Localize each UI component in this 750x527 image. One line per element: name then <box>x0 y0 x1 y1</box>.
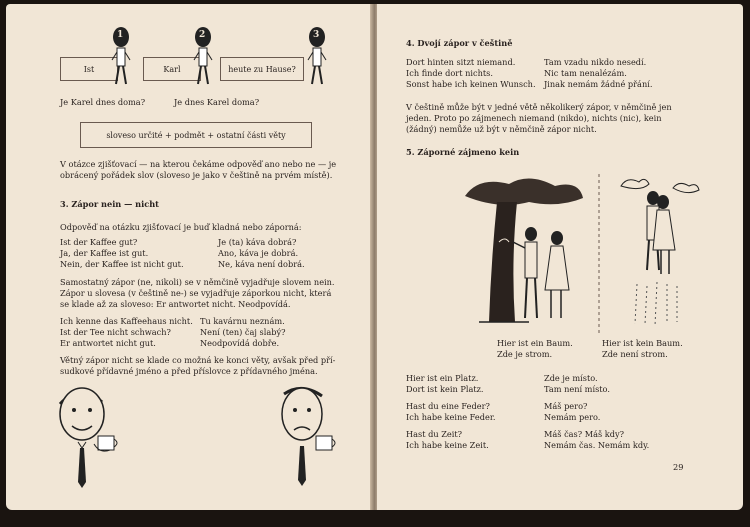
couple-without-tree-illustration <box>617 174 707 334</box>
ex2-de-2: Ist der Tee nicht schwach? <box>60 327 171 337</box>
ex3-cz-2: Nic tam nenalézám. <box>544 68 627 78</box>
ex4-cz-2: Tam není místo. <box>544 384 610 394</box>
section3-heading: 3. Zápor nein — nicht <box>60 199 159 209</box>
question-2: Je dnes Karel doma? <box>174 97 260 107</box>
ex4-cz-3: Máš pero? <box>544 401 588 411</box>
para5-line1: V češtině může být v jedné větě několikerý zápor, v němčině jen <box>406 102 672 112</box>
ex4-de-4: Ich habe keine Feder. <box>406 412 496 422</box>
ex2-de-1: Ich kenne das Kaffeehaus nicht. <box>60 316 193 326</box>
para5-line2: jeden. Proto po zájmenech niemand (nikdo), nichts (nic), kein <box>406 113 662 123</box>
ex1-cz-1: Je (ta) káva dobrá? <box>218 237 297 247</box>
para2: Odpověď na otázku zjišťovací je buď kladná nebo záporná: <box>60 222 302 232</box>
ex4-cz-5: Máš čas? Máš kdy? <box>544 429 625 439</box>
ex3-cz-3: Jinak nemám žádné přání. <box>544 79 653 89</box>
man-smiling-illustration <box>50 384 140 494</box>
question-1: Je Karel dnes doma? <box>60 97 146 107</box>
ex4-cz-6: Nemám čas. Nemám kdy. <box>544 440 650 450</box>
para1-line2: obrácený pořádek slov (sloveso je jako v češtině na prvém místě). <box>60 170 333 180</box>
soldier-number-3: 3 <box>313 30 320 40</box>
caption1-line1: Hier ist ein Baum. <box>497 338 573 348</box>
soldier-number-1: 1 <box>117 30 124 40</box>
para4-line2: sudkové přídavné jméno a před příslovce z přídavného jména. <box>60 366 318 376</box>
para1-line1: V otázce zjišťovací — na kterou čekáme odpověď ano nebo ne — je <box>60 159 337 169</box>
ex2-cz-1: Tu kavárnu neznám. <box>200 316 285 326</box>
ex1-de-2: Ja, der Kaffee ist gut. <box>60 248 149 258</box>
formula-box <box>80 122 312 148</box>
formula-text: sloveso určité + podmět + ostatní části věty <box>106 130 286 140</box>
left-page <box>6 4 372 510</box>
soldier-number-2: 2 <box>199 30 206 40</box>
ex4-cz-4: Nemám pero. <box>544 412 601 422</box>
para3-line3: se klade až za sloveso: Er antwortet nicht. Neodpovídá. <box>60 299 291 309</box>
ex4-de-3: Hast du eine Feder? <box>406 401 490 411</box>
para5-line3: (žádný) nemůže už být v němčině zápor nicht. <box>406 124 597 134</box>
section4-heading: 4. Dvojí zápor v češtině <box>406 38 513 48</box>
ex1-cz-3: Ne, káva není dobrá. <box>218 259 305 269</box>
para3-line2: Zápor u slovesa (v češtině ne-) se vyjadřuje záporkou nicht, která <box>60 288 332 298</box>
word-box-text: heute zu Hause? <box>228 64 296 74</box>
ex2-cz-3: Neodpovídá dobře. <box>200 338 280 348</box>
ex1-de-3: Nein, der Kaffee ist nicht gut. <box>60 259 184 269</box>
ex3-cz-1: Tam vzadu nikdo nesedí. <box>544 57 647 67</box>
man-frowning-illustration <box>272 382 362 492</box>
word-box-text: Karl <box>163 64 181 74</box>
ex1-de-1: Ist der Kaffee gut? <box>60 237 138 247</box>
word-box-text: Ist <box>83 64 95 74</box>
ex4-cz-1: Zde je místo. <box>544 373 598 383</box>
para4-line1: Větný zápor nicht se klade co možná ke konci věty, avšak před pří- <box>60 355 336 365</box>
para3-line1: Samostatný zápor (ne, nikoli) se v němčině vyjadřuje slovem nein. <box>60 277 335 287</box>
tree-with-couple-illustration <box>459 172 589 332</box>
ex3-de-3: Sonst habe ich keinen Wunsch. <box>406 79 536 89</box>
ex3-de-1: Dort hinten sitzt niemand. <box>406 57 516 67</box>
ex1-cz-2: Ano, káva je dobrá. <box>218 248 299 258</box>
ex2-de-3: Er antwortet nicht gut. <box>60 338 156 348</box>
ex4-de-6: Ich habe keine Zeit. <box>406 440 489 450</box>
caption2-line1: Hier ist kein Baum. <box>602 338 683 348</box>
right-page <box>377 4 743 510</box>
word-box-heute <box>220 57 304 81</box>
section5-heading: 5. Záporné zájmeno kein <box>406 147 520 157</box>
ex3-de-2: Ich finde dort nichts. <box>406 68 493 78</box>
caption2-line2: Zde není strom. <box>602 349 668 359</box>
ex4-de-2: Dort ist kein Platz. <box>406 384 484 394</box>
ex4-de-5: Hast du Zeit? <box>406 429 463 439</box>
page-number: 29 <box>673 462 684 472</box>
divider-line <box>597 174 601 334</box>
ex4-de-1: Hier ist ein Platz. <box>406 373 479 383</box>
ex2-cz-2: Není (ten) čaj slabý? <box>200 327 286 337</box>
caption1-line2: Zde je strom. <box>497 349 553 359</box>
